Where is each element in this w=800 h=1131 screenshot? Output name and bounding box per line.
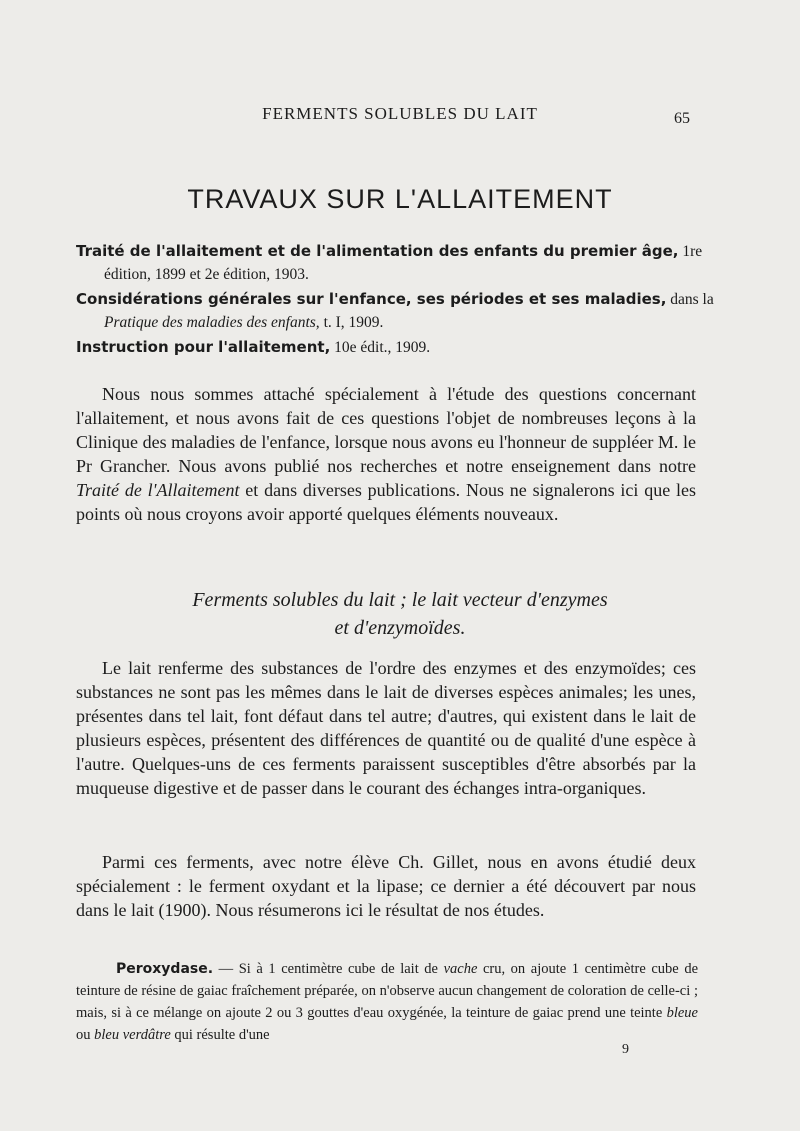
paragraph-ferments: Parmi ces ferments, avec notre élève Ch. Gillet, nous en avons étudié deux spécialement : le ferment oxydant et la lipase; ce dernier a été découvert par nous dans le lait (1900). Nous résumerons ici le résultat de nos études. (76, 852, 696, 920)
bibliography-details: 1re édition, 1899 et 2e édition, 1903. (104, 243, 703, 283)
sub-heading-line-2: et d'enzymoïdes. (334, 617, 466, 639)
running-header: FERMENTS SOLUBLES DU LAIT (262, 104, 538, 123)
peroxydase-italic: bleu verdâtre (94, 1027, 171, 1043)
signature-mark: 9 (622, 1042, 629, 1057)
page-number: 65 (674, 110, 690, 127)
sub-heading-line-1: Ferments solubles du lait ; le lait vecteur d'enzymes (192, 589, 608, 611)
bibliography-details: t. I, 1909. (319, 314, 384, 331)
peroxydase-text: ou (76, 1027, 95, 1043)
bibliography-entry-1 (76, 240, 734, 286)
bibliography-details: 10e édit., 1909. (330, 339, 431, 356)
peroxydase-text: cru, on ajoute 1 centimètre cube de teinture de résine de gaiac fraîchement préparée, on n'observe aucun changement de coloration de celle-ci ; mais, si à ce mélange on ajoute 2 ou 3 gouttes d'eau oxygénée, la teinture de gaiac prend une teinte (76, 961, 698, 1021)
bibliography-details: dans la (666, 291, 714, 308)
paragraph-peroxydase (76, 958, 698, 1046)
bibliography-entry-3 (76, 336, 734, 359)
intro-text: Nous nous sommes attaché spécialement à l'étude des questions concernant l'allaitement, et nous avons fait de ces questions l'objet de nombreuses leçons à la Clinique des maladies de l'enfance, lorsque nous avons eu l'honneur de suppléer M. le Pr Grancher. Nous avons publié nos recherches et notre enseignement dans notre (76, 384, 696, 476)
intro-paragraph (76, 382, 696, 526)
bibliography-details-italic: Pratique des maladies des enfants, (104, 314, 320, 331)
peroxydase-italic: bleue (666, 1005, 698, 1021)
paragraph-enzymes: Le lait renferme des substances de l'ordre des enzymes et des enzymoïdes; ces substances ne sont pas les mêmes dans le lait de diverses espèces animales; les unes, présentes dans tel lait, font défaut dans tel autre; d'autres, qui existent dans le lait de plusieurs espèces, présentent des différences de quantité ou de qualité d'une espèce à l'autre. Quelques-uns de ces ferments paraissent susceptibles d'être absorbés par la muqueuse digestive et de passer dans le courant des échanges intra-organiques. (76, 658, 696, 798)
peroxydase-italic: vache (443, 961, 478, 977)
intro-italic-title: Traité de l'Allaitement (76, 480, 240, 500)
section-title: TRAVAUX SUR L'ALLAITEMENT (187, 184, 613, 214)
peroxydase-text: qui résulte d'une (170, 1027, 270, 1043)
bibliography-title: Considérations générales sur l'enfance, ses périodes et ses maladies, (76, 290, 667, 308)
bibliography-title: Traité de l'allaitement et de l'alimentation des enfants du premier âge, (76, 242, 679, 260)
peroxydase-text: — Si à 1 centimètre cube de lait de (213, 961, 444, 977)
sub-heading (0, 586, 800, 642)
peroxydase-label: Peroxydase. (116, 961, 214, 977)
bibliography-title: Instruction pour l'allaitement, (76, 338, 331, 356)
intro-text: et dans diverses publications. Nous ne signalerons ici que les points où nous croyons avoir apporté quelques éléments nouveaux. (76, 480, 696, 524)
bibliography-entry-2 (76, 288, 734, 334)
